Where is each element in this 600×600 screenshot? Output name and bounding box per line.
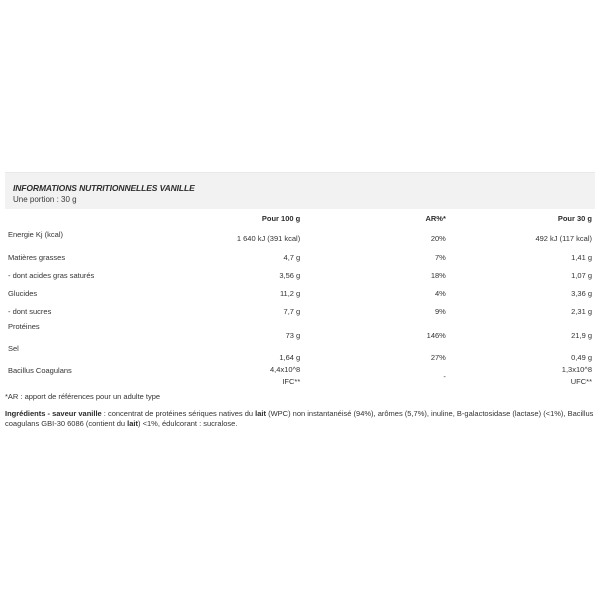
table-row-bacillus bbox=[5, 364, 595, 388]
row-ar: 7% bbox=[435, 252, 446, 262]
row-per100 bbox=[203, 364, 304, 388]
allergen-lait: lait bbox=[127, 419, 139, 428]
row-ar: 146% bbox=[426, 331, 446, 340]
nutrition-panel bbox=[0, 172, 600, 429]
row-per100: 1,64 g bbox=[279, 353, 301, 362]
table-row-carbs bbox=[5, 284, 595, 302]
row-per100: 3,56 g bbox=[279, 270, 301, 280]
row-per100: 1 640 kJ (391 kcal) bbox=[236, 233, 301, 243]
bacillus-per100-count: 4,4x10^8 bbox=[270, 365, 301, 374]
nutrition-header bbox=[5, 172, 595, 209]
row-label: Bacillus Coagulans bbox=[8, 366, 72, 375]
row-label: Matières grasses bbox=[8, 252, 66, 262]
row-ar: 4% bbox=[435, 288, 446, 298]
table-header-row bbox=[5, 209, 595, 228]
ingredients-heading: Ingrédients - saveur vanille bbox=[5, 409, 102, 418]
table-row-salt bbox=[5, 342, 595, 364]
ingredients-text bbox=[5, 409, 595, 429]
row-ar: 9% bbox=[435, 306, 446, 316]
column-header-per100: Pour 100 g bbox=[261, 214, 301, 223]
row-ar: - bbox=[443, 371, 446, 381]
row-per30: 2,31 g bbox=[571, 306, 592, 316]
row-per100: 73 g bbox=[285, 331, 301, 340]
bacillus-per100-unit: IFC** bbox=[282, 377, 301, 386]
row-ar: 27% bbox=[430, 353, 446, 362]
row-ar: 18% bbox=[430, 270, 446, 280]
table-row-saturated-fat bbox=[5, 266, 595, 284]
row-per30: 21,9 g bbox=[571, 331, 592, 340]
table-row-protein bbox=[5, 320, 595, 342]
row-per100: 7,7 g bbox=[283, 306, 301, 316]
nutrition-title: INFORMATIONS NUTRITIONNELLES VANILLE bbox=[13, 183, 195, 193]
column-header-label bbox=[5, 209, 203, 228]
row-per30: 1,07 g bbox=[571, 270, 592, 280]
bacillus-per30-unit: UFC** bbox=[570, 377, 592, 386]
row-per30: 3,36 g bbox=[571, 288, 592, 298]
ingredients-part3: ) <1%, édulcorant : sucralose. bbox=[138, 419, 238, 428]
row-per100: 11,2 g bbox=[279, 288, 301, 298]
row-per30: 1,41 g bbox=[571, 252, 592, 262]
row-per30: 492 kJ (117 kcal) bbox=[535, 233, 592, 243]
row-ar: 20% bbox=[430, 233, 446, 243]
table-row-sugars bbox=[5, 302, 595, 320]
table-row-energy bbox=[5, 228, 595, 248]
column-header-ar: AR%* bbox=[425, 214, 446, 223]
row-label: Sel bbox=[8, 344, 19, 353]
portion-size: Une portion : 30 g bbox=[13, 195, 77, 204]
row-per100: 4,7 g bbox=[283, 252, 301, 262]
row-label: - dont acides gras saturés bbox=[8, 270, 95, 280]
allergen-lait: lait bbox=[255, 409, 266, 418]
ingredients-part2: (WPC) non instantanéisé (94%), arômes (5,7%), inuline, B-galactosidase (lactase) (<1%), Bacillus coagulans GBI-30 6086 (contient du bbox=[5, 409, 594, 428]
row-label: Energie Kj (kcal) bbox=[8, 230, 64, 239]
ar-footnote: *AR : apport de références pour un adulte type bbox=[5, 392, 161, 401]
bacillus-per30-count: 1,3x10^8 bbox=[561, 365, 592, 374]
row-label: Protéines bbox=[8, 322, 40, 331]
row-label: - dont sucres bbox=[8, 306, 52, 316]
column-header-per30: Pour 30 g bbox=[557, 214, 592, 223]
row-label: Glucides bbox=[8, 288, 38, 298]
row-per30: 0,49 g bbox=[571, 353, 592, 362]
nutrition-table bbox=[5, 209, 595, 388]
ingredients-part1: : concentrat de protéines sériques natives du bbox=[101, 409, 256, 418]
row-per30 bbox=[449, 364, 595, 388]
table-row-fat bbox=[5, 248, 595, 266]
